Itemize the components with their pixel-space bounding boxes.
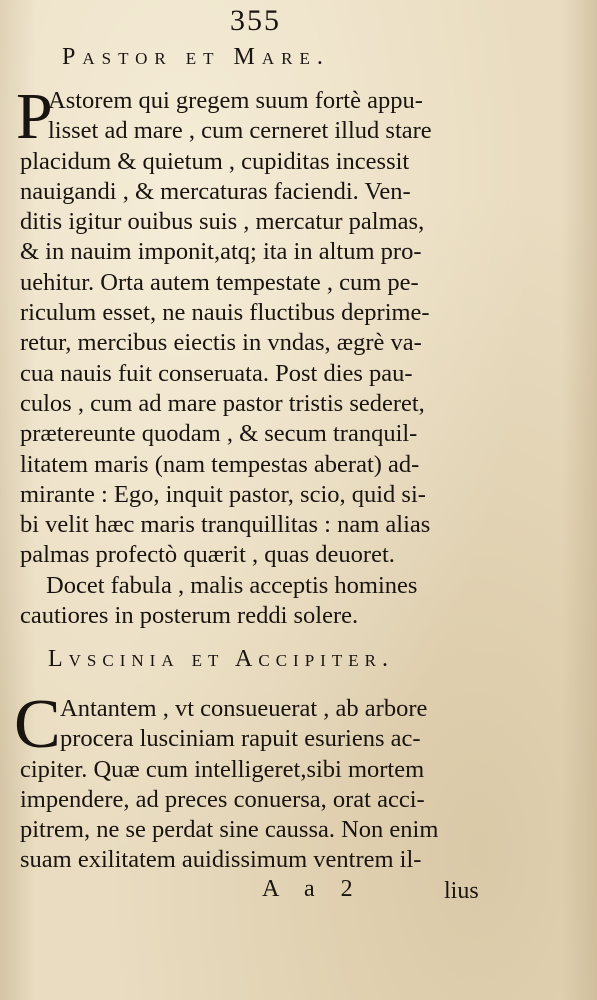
text-line: pitrem, ne se perdat sine caussa. Non enim: [20, 816, 439, 844]
text-line: lisset ad mare , cum cerneret illud stare: [48, 117, 432, 145]
text-line: retur, mercibus eiectis in vndas, ægrè va-: [20, 329, 422, 357]
drop-cap: P: [16, 80, 53, 153]
text-line: nauigandi , & mercaturas faciendi. Ven-: [20, 177, 411, 205]
page-number: 355: [230, 4, 281, 37]
text-line: cipiter. Quæ cum intelligeret,sibi mortem: [20, 755, 425, 783]
text-line: prætereunte quodam , & secum tranquil-: [20, 420, 418, 448]
text-line: placidum & quietum , cupiditas incessit: [20, 147, 410, 175]
fable-text-luscinia-et-accipiter: [20, 694, 510, 876]
drop-cap: C: [14, 686, 61, 763]
text-line: mirante : Ego, inquit pastor, scio, quid si-: [20, 480, 426, 508]
text-line: impendere, ad preces conuersa, orat acci-: [20, 785, 425, 813]
text-line: procera lusciniam rapuit esuriens ac-: [60, 725, 421, 753]
catchword: lius: [444, 878, 479, 904]
text-line: palmas profectò quærit , quas deuoret.: [20, 541, 395, 569]
text-line: ditis igitur ouibus suis , mercatur palmas,: [20, 208, 425, 236]
fable-text-pastor-et-mare: [20, 86, 510, 631]
text-line: suam exilitatem auidissimum ventrem il-: [20, 846, 422, 874]
fable-title-pastor-et-mare: Pastor et Mare.: [62, 44, 330, 70]
moral-line: Docet fabula , malis acceptis homines: [46, 571, 418, 599]
text-line: & in nauim imponit,atq; ita in altum pro-: [20, 238, 422, 266]
text-line: riculum esset, ne nauis fluctibus deprime-: [20, 299, 430, 327]
text-line: culos , cum ad mare pastor tristis sederet,: [20, 389, 425, 417]
text-line: cua nauis fuit conseruata. Post dies pau-: [20, 359, 413, 387]
moral-line: cautiores in posterum reddi solere.: [20, 602, 359, 630]
text-line: litatem maris (nam tempestas aberat) ad-: [20, 450, 420, 478]
text-line: Antantem , vt consueuerat , ab arbore: [60, 695, 428, 722]
fable-title-luscinia-et-accipiter: Lvscinia et Accipiter.: [48, 646, 394, 672]
signature-mark: A a 2: [262, 876, 363, 902]
text-line: bi velit hæc maris tranquillitas : nam alias: [20, 511, 431, 539]
text-line: Astorem qui gregem suum fortè appu-: [48, 87, 423, 114]
text-line: uehitur. Orta autem tempestate , cum pe-: [20, 268, 419, 296]
